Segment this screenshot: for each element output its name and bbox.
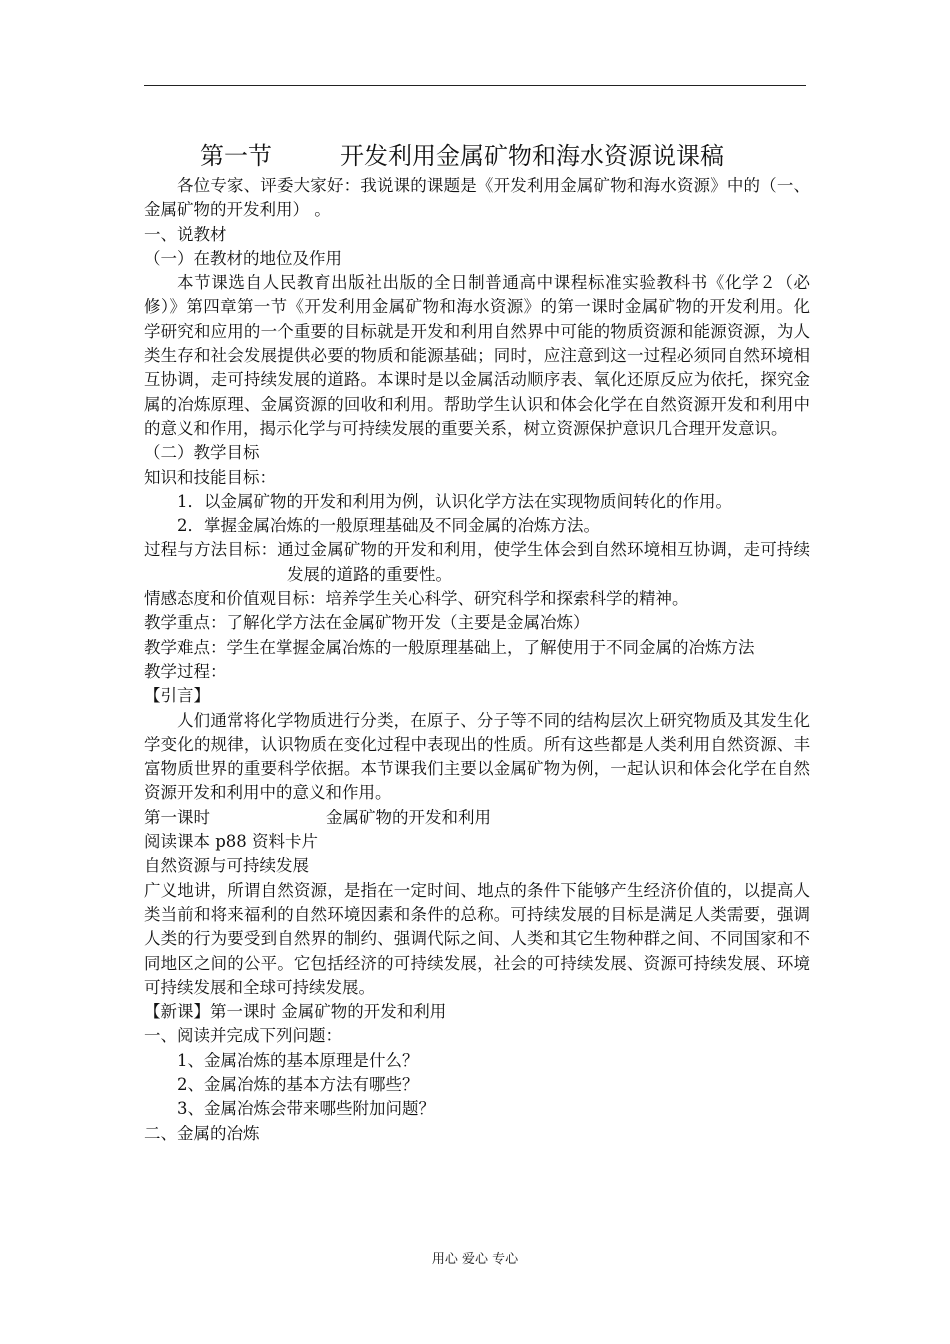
- page-title: [200, 136, 724, 171]
- teaching-key-point: 教学重点：了解化学方法在金属矿物开发（主要是金属冶炼）: [144, 613, 590, 633]
- greeting-paragraph: 各位专家、评委大家好：我说课的课题是《开发利用金属矿物和海水资源》中的（一、金属矿物的开发利用） 。: [144, 176, 810, 220]
- knowledge-goal-label: 知识和技能目标：: [144, 467, 276, 487]
- teaching-process-label: 教学过程：: [144, 661, 227, 681]
- document-body: [144, 174, 810, 1146]
- reading-card-line: 阅读课本 p88 资料卡片: [144, 832, 319, 852]
- knowledge-goal-2: 2．掌握金属冶炼的一般原理基础及不同金属的冶炼方法。: [177, 516, 600, 536]
- knowledge-goal-1: 1．以金属矿物的开发和利用为例，认识化学方法在实现物质间转化的作用。: [177, 491, 732, 511]
- heading-textbook: 一、说教材: [144, 224, 227, 244]
- question-3: 3、金属冶炼会带来哪些附加问题？: [177, 1099, 435, 1119]
- lesson-topic: 金属矿物的开发和利用: [326, 807, 491, 827]
- natural-resources-paragraph: 广义地讲，所谓自然资源，是指在一定时间、地点的条件下能够产生经济价值的，以提高人类当前和将来福利的自然环境因素和条件的总称。可持续发展的目标是满足人类需要，强调人类的行为要受到自然界的制约、强调代际之间、人类和其它生物种群之间、不同国家和不同地区之间的公平。它包括经济的可持续发展，社会的可持续发展、资源可持续发展、环境可持续发展和全球可持续发展。: [144, 880, 810, 997]
- heading-position-role: （一）在教材的地位及作用: [144, 248, 342, 268]
- heading-teaching-goals: （二）教学目标: [144, 443, 260, 463]
- title-main: 开发利用金属矿物和海水资源说课稿: [340, 142, 724, 170]
- new-lesson-heading: 【新课】第一课时 金属矿物的开发和利用: [144, 1002, 447, 1022]
- natural-resources-heading: 自然资源与可持续发展: [144, 856, 309, 876]
- lesson-line: [144, 806, 810, 830]
- teaching-difficulty: 教学难点：学生在掌握金属冶炼的一般原理基础上，了解使用于不同金属的冶炼方法: [144, 637, 755, 657]
- lesson-number: 第一课时: [144, 807, 210, 827]
- introduction-label: 【引言】: [144, 686, 210, 706]
- question-1: 1、金属冶炼的基本原理是什么？: [177, 1050, 419, 1070]
- process-method-goal: 过程与方法目标：通过金属矿物的开发和利用，使学生体会到自然环境相互协调，走可持续发展的道路的重要性。: [144, 540, 810, 584]
- question-2: 2、金属冶炼的基本方法有哪些？: [177, 1074, 419, 1094]
- introduction-paragraph: 人们通常将化学物质进行分类，在原子、分子等不同的结构层次上研究物质及其发生化学变化的规律，认识物质在变化过程中表现出的性质。所有这些都是人类利用自然资源、丰富物质世界的重要科学依据。本节课我们主要以金属矿物为例，一起认识和体会化学在自然资源开发和利用中的意义和作用。: [144, 710, 810, 803]
- questions-heading: 一、阅读并完成下列问题：: [144, 1026, 342, 1046]
- emotion-goal: 情感态度和价值观目标：培养学生关心科学、研究科学和探索科学的精神。: [144, 589, 689, 609]
- page-footer: 用心 爱心 专心: [431, 1252, 519, 1267]
- position-role-paragraph: 本节课选自人民教育出版社出版的全日制普通高中课程标准实验教科书《化学２（必修）》第四章第一节《开发利用金属矿物和海水资源》的第一课时金属矿物的开发利用。化学研究和应用的一个重要的目标就是开发和利用自然界中可能的物质资源和能源资源，为人类生存和社会发展提供必要的物质和能源基础；同时，应注意到这一过程必须同自然环境相互协调，走可持续发展的道路。本课时是以金属活动顺序表、氧化还原反应为依托，探究金属的冶炼原理、金属资源的回收和利用。帮助学生认识和体会化学在自然资源开发和利用中的意义和作用，揭示化学与可持续发展的重要关系，树立资源保护意识几合理开发意识。: [144, 273, 810, 438]
- smelting-heading: 二、金属的冶炼: [144, 1123, 260, 1143]
- title-section: 第一节: [200, 142, 272, 170]
- header-rule: [144, 85, 806, 86]
